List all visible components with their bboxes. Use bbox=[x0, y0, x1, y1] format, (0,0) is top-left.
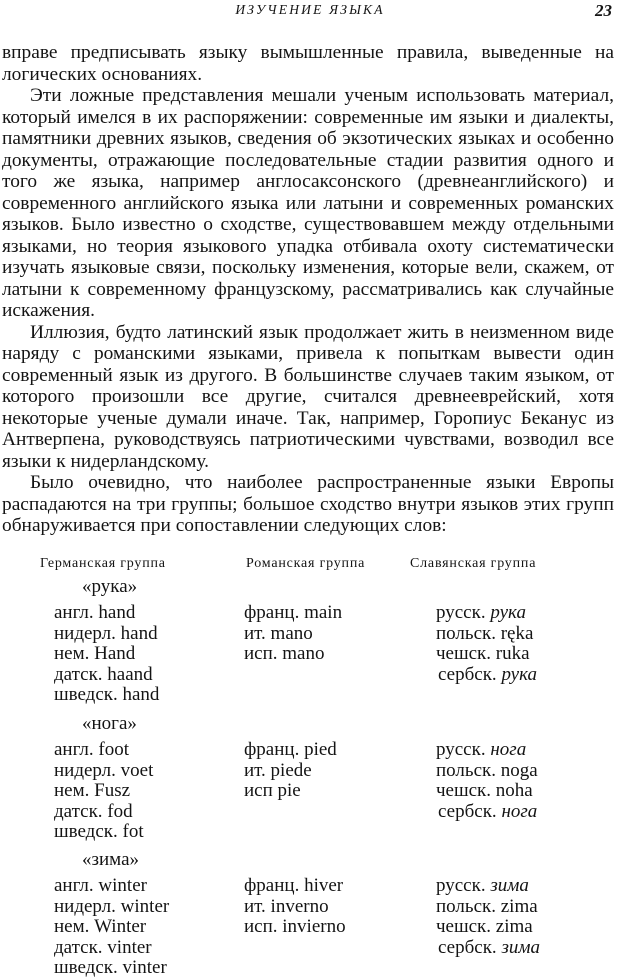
list-item: русск. рука bbox=[436, 602, 526, 623]
list-item: нем. Winter bbox=[54, 916, 147, 938]
list-item: польск. noga bbox=[436, 759, 538, 781]
list-item: нидерл. hand bbox=[54, 622, 158, 644]
list-item: сербск. зима bbox=[438, 936, 540, 958]
body-text bbox=[2, 42, 614, 537]
list-item: франц. hiver bbox=[244, 875, 344, 896]
list-item: ит. piede bbox=[244, 759, 312, 781]
list-item: шведск. fot bbox=[54, 821, 144, 843]
list-item: исп. mano bbox=[244, 643, 325, 665]
paragraph: Было очевидно, что наиболее распространенные языки Европы распадаются на три группы; большое сходство внутри языков этих групп обнаруживается при сопоставлении следующих слов: bbox=[2, 472, 614, 536]
column-header-romance: Романская группа bbox=[246, 556, 366, 571]
germanic-list bbox=[54, 603, 159, 706]
list-item: исп pie bbox=[244, 780, 301, 802]
list-item: сербск. рука bbox=[438, 663, 538, 685]
list-item: шведск. hand bbox=[54, 684, 160, 706]
paragraph: Эти ложные представления мешали ученым использовать материал, который имелся в их распоряжении: современные им языки и диалекты, памятники древних языков, сведения об экзотических языках и особенно документы, отражающие последовательные стадии развития одного и того же языка, например англосаксонского (древнеанглийского) и современного английского языка или латыни и современных романских языков. Было известно о сходстве, существовавшем между отдельными языками, но теория языкового упадка отбивала охоту систематически изучать языковые связи, поскольку изменения, которые вели, скажем, от латыни к современному французскому, рассматривались как случайные искажения. bbox=[2, 85, 614, 321]
group-label: «нога» bbox=[82, 713, 137, 734]
page-number: 23 bbox=[595, 1, 612, 20]
list-item: англ. winter bbox=[54, 875, 147, 896]
list-item: шведск. vinter bbox=[54, 957, 167, 979]
romance-list bbox=[244, 740, 337, 802]
list-item: англ. hand bbox=[54, 602, 136, 623]
group-label: «зима» bbox=[82, 849, 139, 870]
list-item: чешск. ruka bbox=[436, 643, 530, 665]
romance-list bbox=[244, 876, 346, 938]
list-item: чешск. noha bbox=[436, 780, 533, 802]
list-item: нем. Hand bbox=[54, 643, 136, 665]
germanic-list bbox=[54, 740, 153, 843]
list-item: нидерл. voet bbox=[54, 759, 154, 781]
list-item: сербск. нога bbox=[438, 800, 538, 822]
slavic-list bbox=[436, 603, 537, 685]
column-header-germanic: Германская группа bbox=[40, 556, 166, 571]
list-item: франц. main bbox=[244, 602, 343, 623]
romance-list bbox=[244, 603, 342, 665]
list-item: русск. зима bbox=[436, 875, 529, 896]
list-item: ит. mano bbox=[244, 622, 313, 644]
germanic-list bbox=[54, 876, 169, 979]
paragraph: вправе предписывать языку вымышленные правила, выведенные на логических основаниях. bbox=[2, 42, 614, 85]
list-item: датск. fod bbox=[54, 800, 133, 822]
list-item: нем. Fusz bbox=[54, 780, 131, 802]
list-item: исп. invierno bbox=[244, 916, 346, 938]
list-item: англ. foot bbox=[54, 739, 130, 760]
list-item: польск. ręka bbox=[436, 622, 534, 644]
list-item: франц. pied bbox=[244, 739, 337, 760]
list-item: датск. vinter bbox=[54, 936, 152, 958]
list-item: польск. zima bbox=[436, 895, 538, 917]
list-item: ит. inverno bbox=[244, 895, 329, 917]
slavic-list bbox=[436, 876, 540, 958]
slavic-list bbox=[436, 740, 538, 822]
list-item: русск. нога bbox=[436, 739, 527, 760]
paragraph: Иллюзия, будто латинский язык продолжает жить в неизменном виде наряду с романскими языками, привела к попыткам вывести один современный язык из другого. В большинстве случаев таким языком, от которого произошли все другие, считался древнееврейский, хотя некоторые ученые думали иначе. Так, например, Горопиус Беканус из Антверпена, руководствуясь патриотическими чувствами, возводил все языки к нидерландскому. bbox=[2, 321, 614, 472]
running-head: ИЗУЧЕНИЕ ЯЗЫКА bbox=[235, 2, 385, 17]
list-item: чешск. zima bbox=[436, 916, 533, 938]
group-label: «рука» bbox=[82, 576, 138, 597]
page-header bbox=[0, 0, 620, 24]
list-item: нидерл. winter bbox=[54, 895, 170, 917]
column-header-slavic: Славянская группа bbox=[410, 556, 537, 571]
language-group-headers bbox=[0, 556, 620, 576]
list-item: датск. haand bbox=[54, 663, 153, 685]
